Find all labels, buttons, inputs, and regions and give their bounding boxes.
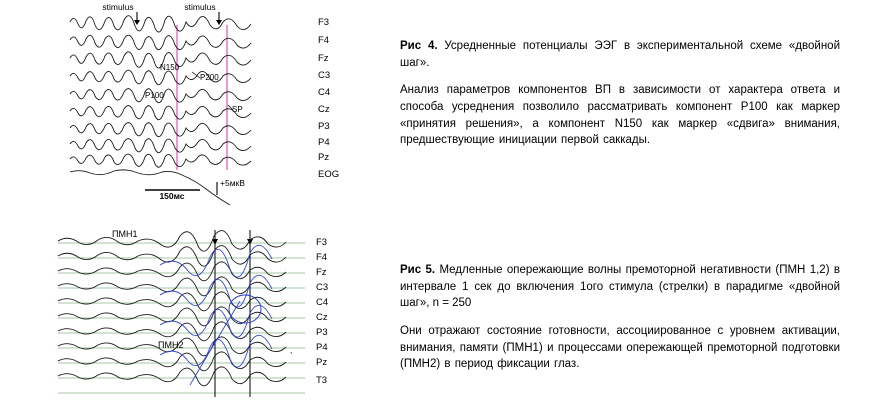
eeg-trace-F4 — [70, 35, 251, 50]
wave-label-pmn2: ПМН2 — [158, 340, 184, 350]
figure-1-channel-labels — [318, 17, 339, 180]
stimulus-arrow-1 — [134, 12, 140, 25]
channel2-label-P4: P4 — [316, 342, 328, 353]
pmn-trace-Pz — [58, 352, 286, 371]
figure-1-caption — [400, 38, 840, 71]
channel2-label-Pz: Pz — [316, 357, 328, 368]
component-label-P100: P100 — [145, 91, 164, 100]
stimulus-label-2: stimulus — [184, 2, 216, 12]
channel-label-Cz: Cz — [318, 104, 330, 115]
pmn-trace-Fz — [58, 262, 286, 281]
channel-label-Pz: Pz — [318, 152, 330, 163]
channel-label-P3: P3 — [318, 121, 330, 132]
figure-2-svg — [40, 225, 385, 400]
pmn-trace-T3 — [58, 367, 286, 386]
eeg-trace-P3 — [70, 123, 251, 137]
figure-2-caption-text: Медленные опережающие волны премоторной негативности (ПМН 1,2) в интервале 1 сек до включения 1ого стимула (стрелки) в парадигме «двойной шаг», n = 250 — [400, 264, 840, 310]
figure-1-component-labels — [145, 63, 243, 114]
channel2-label-F4: F4 — [316, 252, 328, 263]
figure-1-body-text: Анализ параметров компонентов ВП в зависимости от характера ответа и способа усреднения позволило рассматривать компонент Р100 как маркер «принятия решения», а компонент N150 как маркер «сдвига» внимания, предшествующие инициации первой саккады. — [400, 84, 840, 147]
scale-amplitude-label: +5мкВ — [220, 178, 245, 188]
figure-1-text-column — [400, 38, 840, 159]
figure-1-caption-label: Рис 4. — [400, 40, 438, 52]
channel-label-F3: F3 — [318, 17, 330, 28]
channel2-label-C4: C4 — [316, 297, 329, 308]
channel2-label-T3: T3 — [316, 375, 328, 386]
stimulus-arrow-2 — [216, 12, 222, 25]
eeg-trace-C3 — [70, 70, 251, 85]
channel-label-F4: F4 — [318, 35, 330, 46]
figure-1-svg — [40, 0, 385, 205]
eeg-traces-group-1 — [70, 16, 251, 205]
figure-2-channel-labels — [316, 237, 328, 386]
eeg-trace-EOG — [70, 170, 230, 205]
channel-label-C3: C3 — [318, 70, 331, 81]
channel2-label-P3: P3 — [316, 327, 328, 338]
figure-1-caption-text: Усредненные потенциалы ЭЭГ в экспериментальной схеме «двойной шаг». — [400, 40, 840, 69]
minor-tick-mark: , — [290, 346, 293, 355]
eeg-trace-Cz — [70, 106, 251, 120]
channel-label-Fz: Fz — [318, 53, 329, 64]
figure-2-traces-blue — [160, 245, 272, 385]
eeg-trace-Pz — [70, 154, 251, 167]
scale-time-label: 150мс — [159, 191, 185, 201]
figure-2-caption — [400, 262, 840, 312]
channel-label-EOG: EOG — [318, 169, 340, 180]
channel-label-P4: P4 — [318, 137, 330, 148]
eeg-trace-P4 — [70, 139, 251, 153]
channel2-label-Cz: Cz — [316, 312, 328, 323]
component-label-N150: N150 — [160, 63, 180, 72]
channel2-label-Fz: Fz — [316, 267, 327, 278]
eeg-trace-F3 — [70, 16, 251, 32]
figure-2-text-column — [400, 262, 840, 383]
wave-label-pmn1: ПМН1 — [112, 229, 138, 239]
component-label-P200: P200 — [200, 73, 219, 82]
stimulus-label-1: stimulus — [102, 2, 134, 12]
figure-2-premotor-negativity — [40, 225, 385, 400]
pmn-trace-C4 — [58, 292, 286, 311]
figure-2-caption-label: Рис 5. — [400, 264, 436, 276]
channel-label-C4: C4 — [318, 87, 331, 98]
figure-2-traces-dark — [58, 231, 286, 386]
pmn-trace-F4 — [58, 246, 286, 267]
channel2-label-F3: F3 — [316, 237, 328, 248]
figure-2-body-text: Они отражают состояние готовности, ассоциированное с уровнем активации, внимания, памяти (ПМН1) и процессами опережающей премоторной подготовки (ПМН2) в период фиксации глаз. — [400, 325, 840, 371]
channel2-label-C3: C3 — [316, 282, 329, 293]
component-label-SP: SP — [232, 105, 243, 114]
pmn-trace-P3 — [58, 322, 286, 341]
figure-1-eeg-averaged-potentials — [40, 0, 385, 205]
